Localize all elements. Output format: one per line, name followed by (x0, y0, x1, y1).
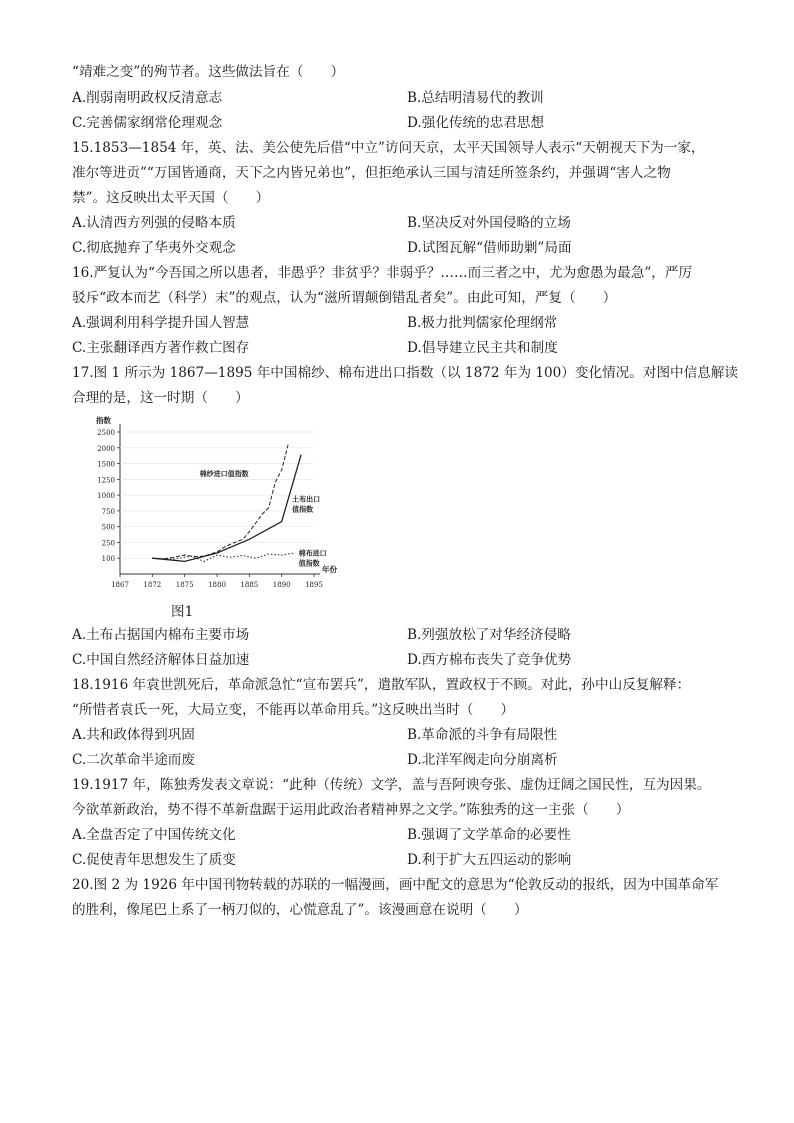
y-tick-label: 2000 (97, 444, 115, 453)
x-tick-label: 1867 (111, 581, 129, 589)
y-tick-label: 750 (101, 507, 115, 516)
q19-option-c[interactable]: C.促使青年思想发生了质变 (72, 852, 236, 868)
q18-option-a[interactable]: A.共和政体得到巩固 (72, 727, 195, 743)
q15-option-c[interactable]: C.彻底抛弃了华夷外交观念 (72, 240, 236, 256)
q17-stem-line-1: 17.图 1 所示为 1867—1895 年中国棉纱、棉布进出口指数（以 1872 年为 100）变化情况。对图中信息解读 (72, 365, 739, 381)
y-tick-label: 500 (101, 523, 115, 532)
chart-svg (82, 412, 382, 597)
x-tick-label: 1880 (208, 581, 226, 589)
x-tick-label: 1875 (175, 581, 194, 589)
series-label-3: 棉布进口 (298, 548, 327, 558)
q15-stem-line-1: 15.1853—1854 年，英、法、美公使先后借“中立”访问天京，太平天国领导人表示“天朝视天下为一家， (72, 140, 705, 156)
y-tick-label: 2500 (97, 429, 115, 437)
q18-option-c[interactable]: C.二次革命半途而废 (72, 752, 195, 768)
q19-stem-line-1: 19.1917 年，陈独秀发表文章说：“此种（传统）文学，盖与吾阿谀夸张、虚伪迂阔之国民性，互为因果。 (72, 777, 711, 793)
chart-grid (120, 432, 314, 558)
q16-option-d[interactable]: D.倡导建立民主共和制度 (407, 340, 558, 356)
q18-stem-line-1: 18.1916 年袁世凯死后，革命派急忙“宣布罢兵”，遣散军队，置政权于不顾。对此，孙中山反复解释： (72, 677, 691, 693)
q19-stem-line-2: 今欲革新政治，势不得不革新盘踞于运用此政治者精神界之文学。”陈独秀的这一主张（ ） (72, 802, 630, 818)
q17-option-b[interactable]: B.列强放松了对华经济侵略 (407, 627, 571, 643)
chart-labels-group (95, 415, 337, 574)
q16-stem-line-1: 16.严复认为“今吾国之所以患者，非愚乎？非贫乎？非弱乎？……而三者之中，尤为愈愚为最急”，严厉 (72, 265, 693, 281)
x-tick-label: 1885 (240, 581, 259, 589)
chart-axes (97, 424, 323, 589)
y-tick-label: 100 (101, 555, 115, 564)
q15-stem-line-2: 准尔等进贡”“万国皆通商，天下之内皆兄弟也”，但拒绝承认三国与清廷所签条约，并强调“害人之物 (72, 165, 671, 181)
series-label-1: 棉纱进口值指数 (199, 469, 249, 479)
y-tick-label: 1500 (97, 460, 115, 469)
q17-option-c[interactable]: C.中国自然经济解体日益加速 (72, 652, 250, 668)
x-tick-label: 1895 (305, 581, 323, 589)
q18-option-b[interactable]: B.革命派的斗争有局限性 (407, 727, 558, 743)
y-tick-label: 1250 (97, 476, 115, 485)
q14-stem-line: “靖难之变”的殉节者。这些做法旨在（ ） (72, 64, 345, 80)
q17-option-d[interactable]: D.西方棉布丧失了竞争优势 (407, 652, 572, 668)
q15-option-b[interactable]: B.坚决反对外国侵略的立场 (407, 215, 571, 231)
figure-1-caption: 图1 (171, 604, 194, 620)
q19-option-d[interactable]: D.利于扩大五四运动的影响 (407, 852, 572, 868)
chart-series-group (152, 445, 301, 562)
q14-option-b[interactable]: B.总结明清易代的教训 (407, 90, 544, 106)
q17-option-a[interactable]: A.土布占据国内棉布主要市场 (72, 627, 250, 643)
q18-option-d[interactable]: D.北洋军阀走向分崩离析 (407, 752, 558, 768)
q20-stem-line-1: 20.图 2 为 1926 年中国刊物转载的苏联的一幅漫画，画中配文的意思为“伦敦反动的报纸，因为中国革命军 (72, 877, 719, 893)
x-tick-label: 1872 (143, 581, 162, 589)
series-label-2: 土布出口 (292, 494, 321, 504)
q16-option-c[interactable]: C.主张翻译西方著作救亡图存 (72, 340, 250, 356)
q15-stem-line-3: 禁”。这反映出太平天国（ ） (72, 190, 270, 206)
q18-stem-line-2: “所惜者袁氏一死，大局立变，不能再以革命用兵。”这反映出当时（ ） (72, 702, 515, 718)
q16-option-b[interactable]: B.极力批判儒家伦理纲常 (407, 315, 558, 331)
q19-option-a[interactable]: A.全盘否定了中国传统文化 (72, 827, 236, 843)
q15-option-d[interactable]: D.试图瓦解“借师助剿”局面 (407, 240, 572, 256)
y-tick-label: 250 (101, 539, 115, 548)
series-label-2: 值指数 (292, 504, 314, 514)
q20-stem-line-2: 的胜利，像尾巴上系了一柄刀似的，心慌意乱了”。该漫画意在说明（ ） (72, 902, 528, 918)
series-line-1 (152, 445, 288, 559)
q17-stem-line-2: 合理的是，这一时期（ ） (72, 390, 249, 406)
figure-1-chart (82, 412, 382, 597)
y-axis-title: 指数 (96, 416, 111, 425)
q16-stem-line-2: 驳斥“政本而艺（科学）末”的观点，认为“滋所谓颠倒错乱者矣”。由此可知，严复（ ） (72, 290, 617, 306)
q14-option-c[interactable]: C.完善儒家纲常伦理观念 (72, 115, 223, 131)
q14-option-a[interactable]: A.削弱南明政权反清意志 (72, 90, 223, 106)
series-label-3: 值指数 (298, 558, 320, 568)
q16-option-a[interactable]: A.强调利用科学提升国人智慧 (72, 315, 250, 331)
q14-option-d[interactable]: D.强化传统的忠君思想 (407, 115, 545, 131)
y-tick-label: 1000 (97, 492, 115, 501)
q15-option-a[interactable]: A.认清西方列强的侵略本质 (72, 215, 236, 231)
x-axis-title: 年份 (322, 565, 337, 574)
x-tick-label: 1890 (272, 581, 291, 589)
q19-option-b[interactable]: B.强调了文学革命的必要性 (407, 827, 571, 843)
